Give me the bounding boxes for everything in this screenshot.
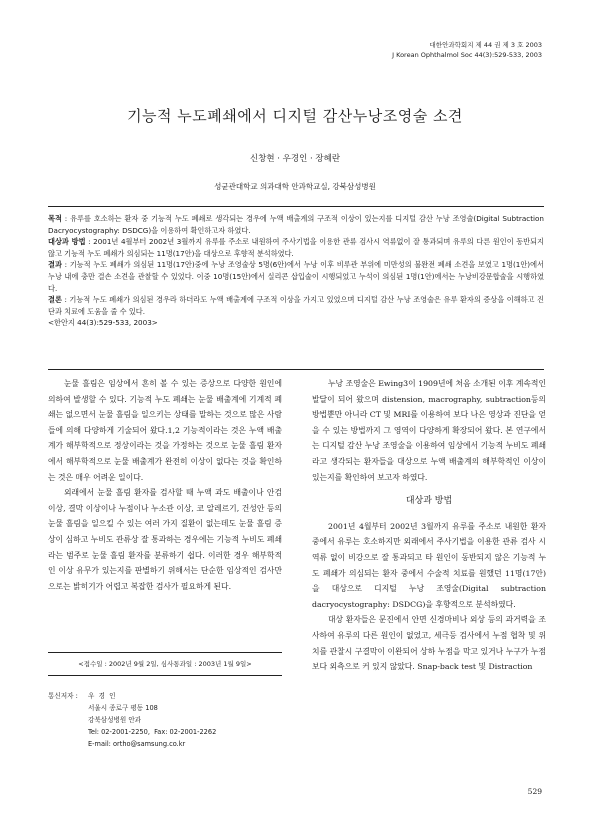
abstract-results-text: : 기능적 누도 폐쇄가 의심된 11명(17안)중에 누낭 조영술상 5명(6안)에서 누낭 이후 비루관 부위에 미만성의 불완전 폐쇄 소견을 보였고 1명(1안)에서 누낭 내에 충만 결손 소견을 관찰할 수 있었다. 이중 10명(15안)에서 실리콘 삽입술이 시행되었고 누석이 의심된 1명(1안)에서는 누낭비강문합술을 시행하였다. [48, 260, 544, 293]
journal-header-english: J Korean Ophthalmol Soc 44(3):529-533, 2003 [392, 51, 542, 59]
abstract-conclusion [48, 294, 544, 317]
left-paragraph-2: 외래에서 눈물 흘림 환자를 검사할 때 누액 과도 배출이나 안검 이상, 결막 이상이나 누점이나 누소관 이상, 코 알레르기, 건성안 등의 눈물 흘림을 일으킬 수 있는 여러 가지 질환이 없는데도 눈물 흘림 증상이 심하고 누비도 관류상 잘 통과하는 경우에는 기능적 누비도 폐쇄라는 범주로 눈물 흘림 환자를 분류하기 쉽다. 이러한 경우 해부학적인 이상 유무가 있는지를 판별하기 위해서는 단순한 임상적인 검사만으로는 밝히기가 어렵고 복잡한 검사가 필요하게 된다. [48, 488, 282, 591]
paper-authors: 신창현 · 우경인 · 장혜란 [249, 154, 341, 164]
section-heading-methods: 대상과 방법 [405, 496, 453, 507]
abstract-methods [48, 236, 544, 259]
correspondence-label: 통신저자 : [48, 692, 78, 700]
page-number: 529 [527, 787, 542, 796]
abstract-purpose [48, 213, 544, 236]
correspondence-address-2: 강북삼성병원 안과 [88, 716, 142, 724]
abstract-box [48, 206, 544, 370]
correspondence-email: E-mail: ortho@samsung.co.kr [88, 740, 186, 748]
abstract-conclusion-label: 결론 [48, 295, 62, 305]
received-date-note: <접수일 : 2002년 9월 2일, 심사통과일 : 2003년 1월 9일> [48, 652, 282, 676]
paper-affiliation: 성균관대학교 의과대학 안과학교실, 강북삼성병원 [214, 182, 376, 191]
abstract-citation: <한안지 44(3):529-533, 2003> [48, 318, 158, 328]
abstract-methods-label: 대상과 방법 [48, 237, 86, 247]
right-paragraph-3: 대상 환자들은 문진에서 안면 신경마비나 외상 등의 과거력을 조사하여 유루의 다른 원인이 없었고, 세극등 검사에서 누점 협착 및 위치를 관찰시 구결막이 이완되어 상하 누점을 막고 있거나 누구가 누점보다 외측으로 커 있지 않았다. Snap-back test 및 Distraction [312, 615, 546, 672]
abstract-conclusion-text: : 기능적 누도 폐쇄가 의심된 경우라 하더라도 누액 배출계에 구조적 이상을 가지고 있었으며 디지털 감산 누낭 조영술은 유루 환자의 증상을 이해하고 진단과 치료에 도움을 줄 수 있다. [48, 295, 544, 316]
right-paragraph-2: 2001년 4월부터 2002년 3월까지 유루를 주소로 내원한 환자 중에서 유루는 호소하지만 외래에서 주사기법을 이용한 관류 검사 시 역류 없이 비강으로 잘 통과되고 타 원인이 동반되지 않은 기능적 누도 폐쇄가 의심되는 환자 중에서 수술적 치료를 원했던 11명(17안)을 대상으로 디지털 누낭 조영술(Digital subtraction dacryocystography: DSDCG)을 후향적으로 분석하였다. [312, 521, 546, 609]
paper-title: 기능적 누도폐쇄에서 디지털 감산누낭조영술 소견 [127, 107, 463, 125]
abstract-purpose-text: : 유루를 호소하는 환자 중 기능적 누도 폐쇄로 생각되는 경우에 누액 배출계의 구조적 이상이 있는지를 디지털 감산 누낭 조영술(Digital Subtraction Dacryocystography: DSDCG)을 이용하여 확인하고자 하였다. [48, 214, 544, 235]
right-paragraph-1: 누낭 조영술은 Ewing3이 1909년에 처음 소개된 이후 계속적인 발달이 되어 왔으며 distension, macrography, subtraction등의 방법뿐만 아니라 CT 및 MRI를 이용하여 보다 나은 영상과 진단을 얻을 수 있는 방법까지 그 영역이 다양하게 확장되어 왔다. 본 연구에서는 디지털 감산 누낭 조영술을 이용하여 임상에서 기능적 누비도 폐쇄라고 생각되는 환자들을 대상으로 누액 배출계의 해부학적인 이상이 있는지를 확인하여 보고자 하였다. [312, 379, 546, 482]
correspondence-address-1: 서울시 종로구 평동 108 [88, 704, 158, 712]
abstract-results-label: 결과 [48, 260, 62, 270]
correspondence-block [48, 690, 216, 750]
abstract-methods-text: : 2001년 4월부터 2002년 3월까지 유루를 주소로 내원하여 주사기법을 이용한 관류 검사시 역류없이 잘 통과되며 유루의 다른 원인이 동반되지 않고 기능적 누도 폐쇄가 의심되는 11명(17안)을 대상으로 후향적 분석하였다. [48, 237, 545, 258]
body-left-column [48, 376, 282, 594]
journal-header [392, 40, 542, 60]
abstract-purpose-label: 목적 [48, 214, 62, 223]
abstract-results [48, 259, 544, 294]
journal-header-korean: 대한안과학회지 제 44 권 제 3 호 2003 [429, 41, 542, 49]
correspondence-name: 우 경 인 [88, 692, 116, 700]
body-right-column [312, 376, 546, 675]
left-paragraph-1: 눈물 흘림은 임상에서 흔히 볼 수 있는 증상으로 다양한 원인에 의하여 발생할 수 있다. 기능적 누도 폐쇄는 눈물 배출계에 기계적 폐쇄는 없으면서 눈물 흘림을 일으키는 상태를 말하는 것으로 많은 사람들에 의해 다양하게 기술되어 왔다.1,2 기능적이라는 것은 누액 배출계가 해부학적으로 정상이라는 것을 가정하는 것으로 눈물 흘림 환자에서 해부학적으로 눈물 배출계가 완전히 이상이 없다는 것을 확인하는 것은 매우 어려운 일이다. [48, 379, 282, 482]
correspondence-phone: Tel: 02-2001-2250, Fax: 02-2001-2262 [88, 728, 217, 736]
